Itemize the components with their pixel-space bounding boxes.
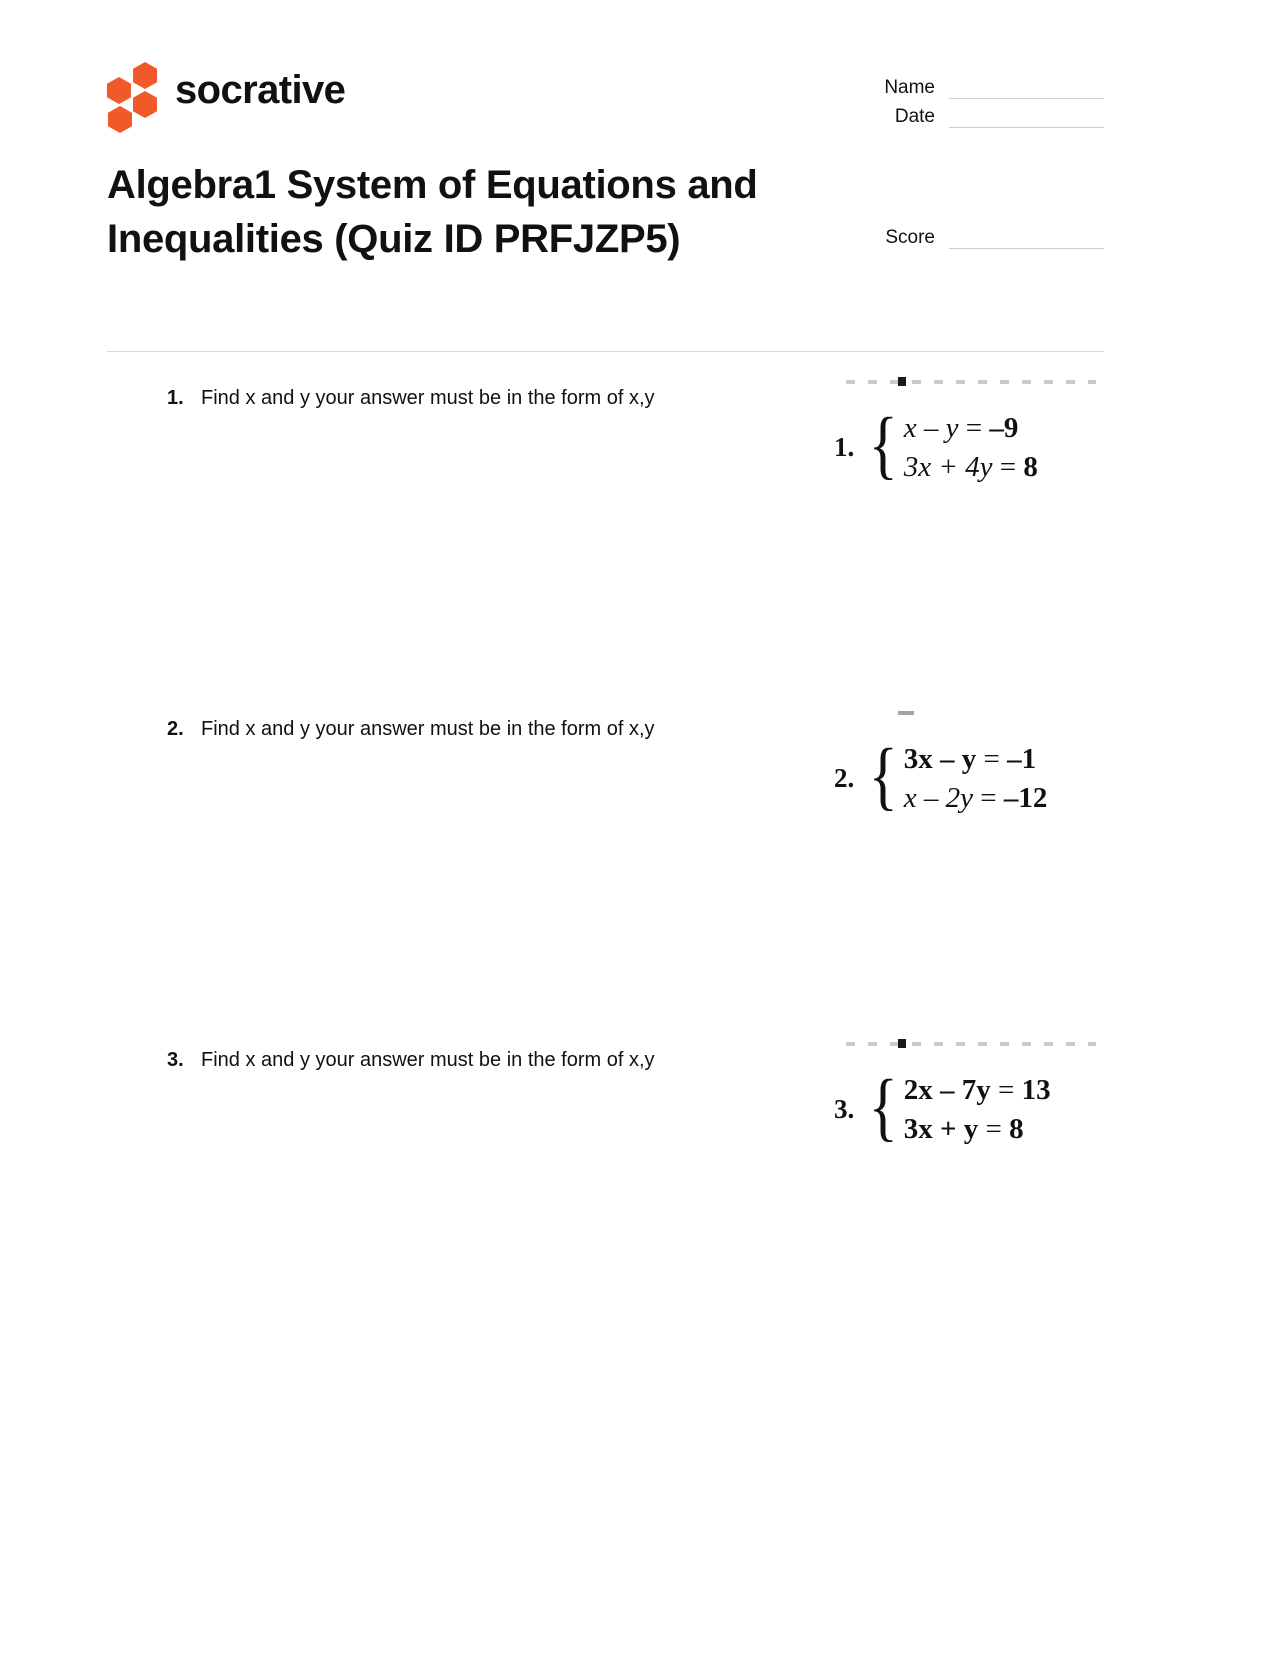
page-title: Algebra1 System of Equations and Inequalities (Quiz ID PRFJZP5) [107,163,758,262]
name-label: Name [884,77,935,99]
question-number: 3. [167,1049,184,1071]
question-item [0,372,1275,703]
left-brace-icon: { [868,734,899,819]
system-of-equations [834,1065,1051,1150]
equation-lines [904,410,1038,485]
question-equation-image [820,372,1120,502]
equation-rhs: –1 [1007,743,1037,775]
system-of-equations [834,734,1048,819]
equation-rhs: 13 [1021,1074,1051,1106]
socrative-logo [107,62,345,118]
score-field-row [844,226,1104,249]
name-field-row [844,70,1104,99]
question-prompt-row [167,1046,787,1075]
scan-artifact-line [898,711,914,715]
question-number: 1. [167,387,184,409]
equation-terms: x – 2y [903,781,973,814]
equation-label: 2. [834,763,855,794]
equation-terms: 3x – y [903,743,977,775]
question-prompt-row [167,715,787,744]
question-number: 2. [167,718,184,740]
equation-terms: 3x + 4y [903,450,993,483]
question-text: Find x and y your answer must be in the form of x,y [201,1049,655,1071]
brand-name: socrative [175,68,346,112]
question-equation-image [820,703,1120,833]
equation-terms: 3x + y [903,1112,979,1145]
system-of-equations [834,403,1038,488]
scan-artifact-dot [898,1039,906,1048]
equation-line: 3x – y = –1 [903,743,1037,775]
equation-lines [904,1072,1051,1147]
header-divider [107,351,1104,352]
equation-line: 3x + y = 8 [903,1112,1024,1145]
left-brace-icon: { [868,1065,899,1150]
equation-line: x – y = –9 [903,412,1019,444]
equation-terms: 2x – 7y [903,1074,991,1106]
question-item [0,1034,1275,1365]
equation-terms: x – y [903,412,959,444]
equation-rhs: 8 [1023,450,1038,483]
date-label: Date [894,106,935,128]
student-info-fields [844,70,1104,128]
equation-rhs: –9 [989,412,1019,444]
equation-label: 3. [834,1094,855,1125]
hexagon-middle-right-icon [133,91,157,118]
scan-artifact-line [846,1042,1096,1046]
socrative-hexagon-logo-icon [107,62,159,118]
score-blank-line[interactable] [949,226,1104,249]
hexagon-middle-left-icon [107,77,131,104]
date-blank-line[interactable] [949,105,1104,128]
scan-artifact-dot [898,377,906,386]
equation-line: x – 2y = –12 [903,781,1048,814]
equation-line: 2x – 7y = 13 [903,1074,1051,1106]
question-item [0,703,1275,1034]
equation-label: 1. [834,432,855,463]
left-brace-icon: { [868,403,899,488]
question-prompt-row [167,384,787,413]
question-text: Find x and y your answer must be in the form of x,y [201,718,655,740]
equation-lines [904,741,1048,816]
score-label: Score [885,227,935,249]
question-equation-image [820,1034,1120,1164]
scan-artifact-line [846,380,1096,384]
hexagon-top-right-icon [133,62,157,89]
question-text: Find x and y your answer must be in the form of x,y [201,387,655,409]
hexagon-bottom-left-icon [108,106,132,133]
equation-rhs: 8 [1009,1112,1024,1145]
date-field-row [844,99,1104,128]
equation-line: 3x + 4y = 8 [903,450,1038,483]
equation-rhs: –12 [1003,781,1048,814]
question-list [0,372,1275,1365]
name-blank-line[interactable] [949,76,1104,99]
